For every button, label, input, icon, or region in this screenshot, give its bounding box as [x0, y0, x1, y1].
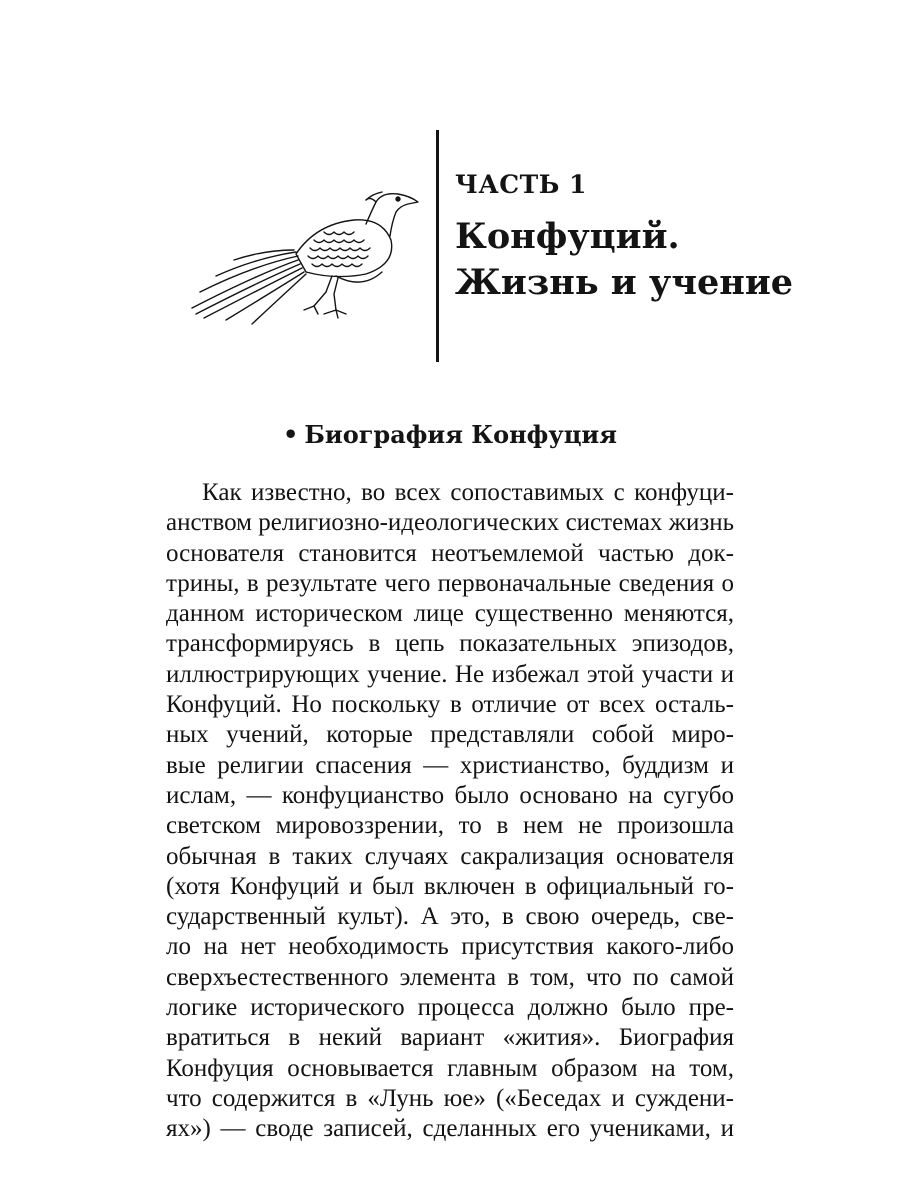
text-line: вые религии спасения — христианство, буддизм и — [166, 751, 734, 779]
text-line: трансформируясь в цепь показательных эпизодов, — [166, 630, 734, 658]
body-paragraph — [166, 478, 734, 1145]
text-line: обычная в таких случаях сакрализация основателя — [166, 842, 734, 870]
section-heading — [0, 420, 900, 449]
bird-icon — [186, 180, 426, 330]
part-title — [455, 214, 794, 306]
text-line: основателя становится неотъемлемой частью док- — [166, 539, 734, 567]
text-line: Конфуций. Но поскольку в отличие от всех осталь- — [166, 691, 734, 719]
text-line: что содержится в «Лунь юе» («Беседах и суждени- — [166, 1084, 734, 1112]
chapter-header — [0, 0, 900, 380]
section-heading-text: Биография Конфуция — [304, 420, 617, 449]
text-line: ло на нет необходимость присутствия какого-либо — [166, 933, 734, 961]
text-line: трины, в результате чего первоначальные сведения о — [166, 569, 734, 597]
text-line: ях») — своде записей, сделанных его учениками, и — [166, 1115, 734, 1143]
text-line: ислам, — конфуцианство было основано на сугубо — [166, 781, 734, 809]
part-title-line-1: Конфуций. — [455, 216, 680, 257]
text-line: Как известно, во всех сопоставимых с конфуци- — [202, 479, 734, 506]
vertical-rule — [436, 130, 439, 362]
text-line: иллюстрирующих учение. Не избежал этой участи и — [166, 660, 734, 688]
text-line: логике исторического процесса должно было пре- — [166, 994, 734, 1022]
text-line: ных учений, которые представляли собой миро- — [166, 721, 734, 749]
text-line: вратиться в некий вариант «жития». Биография — [166, 1024, 734, 1052]
bullet-icon: • — [283, 420, 299, 449]
text-line: сверхъестественного элемента в том, что по самой — [166, 963, 734, 991]
text-line: светском мировоззрении, то в нем не произошла — [166, 812, 734, 840]
text-line: (хотя Конфуций и был включен в официальный го- — [166, 872, 734, 900]
text-line: сударственный культ). А это, в свою очередь, све- — [166, 903, 734, 931]
text-line: анством религиозно-идеологических системах жизнь — [166, 509, 734, 537]
part-label: ЧАСТЬ 1 — [455, 170, 587, 199]
text-line: данном историческом лице существенно меняются, — [166, 600, 734, 628]
part-title-line-2: Жизнь и учение — [455, 262, 794, 303]
text-line: Конфуция основывается главным образом на том, — [166, 1054, 734, 1082]
